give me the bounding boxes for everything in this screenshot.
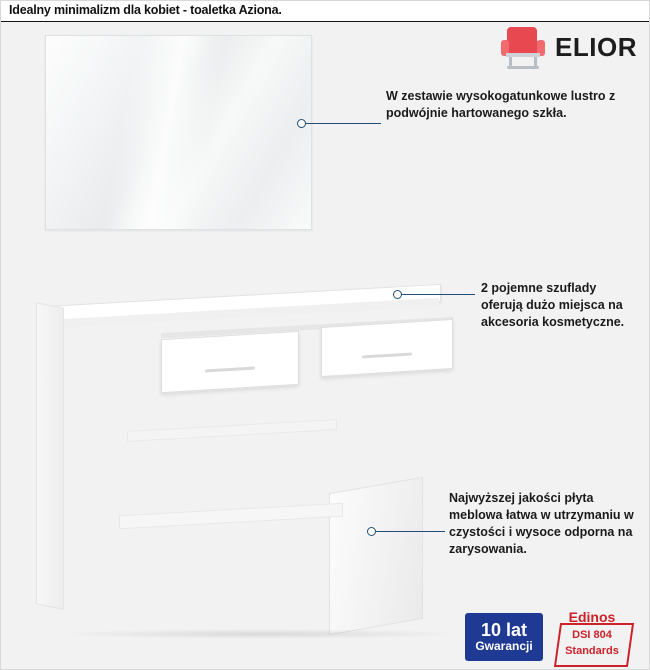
product-image <box>1 22 650 670</box>
certificate-code: DSI 804 <box>572 629 612 641</box>
callout-dot-board <box>367 527 376 536</box>
right-side-panel <box>329 477 423 636</box>
callout-leader-mirror <box>306 123 381 124</box>
vanity-desk <box>31 277 451 642</box>
callout-dot-mirror <box>297 119 306 128</box>
guarantee-years: 10 lat <box>480 620 528 641</box>
callout-leader-drawers <box>402 294 475 295</box>
certificate-name: Edinos <box>568 609 616 625</box>
certificate-standard: Standards <box>565 645 619 657</box>
callout-text-drawers: 2 pojemne szuflady oferują dużo miejsca na akcesoria kosmetyczne. <box>481 281 625 329</box>
callout-text-board: Najwyższej jakości płyta meblowa łatwa w utrzymaniu w czystości i wysoce odporna na zarysowania. <box>449 491 634 556</box>
left-side-panel <box>36 302 64 609</box>
certificate-badge <box>549 607 635 665</box>
guarantee-label: Gwarancji <box>475 639 533 654</box>
callout-dot-drawers <box>393 290 402 299</box>
drawer-handle-right <box>362 352 412 358</box>
callout-leader-board <box>376 531 445 532</box>
drawer-left <box>161 331 299 393</box>
header-bar <box>1 1 650 22</box>
drawer-handle-left <box>205 367 255 373</box>
guarantee-badge <box>465 613 543 661</box>
brand-name: ELIOR <box>555 31 637 62</box>
back-crossbar <box>127 419 337 442</box>
floor-shadow <box>61 629 461 639</box>
drawer-right <box>321 319 453 377</box>
mirror-panel <box>45 35 312 230</box>
callout-text-mirror: W zestawie wysokogatunkowe lustro z podwójnie hartowanego szkła. <box>386 89 616 120</box>
page-title: Idealny minimalizm dla kobiet - toaletka Aziona. <box>9 3 282 17</box>
lower-shelf <box>119 503 343 530</box>
